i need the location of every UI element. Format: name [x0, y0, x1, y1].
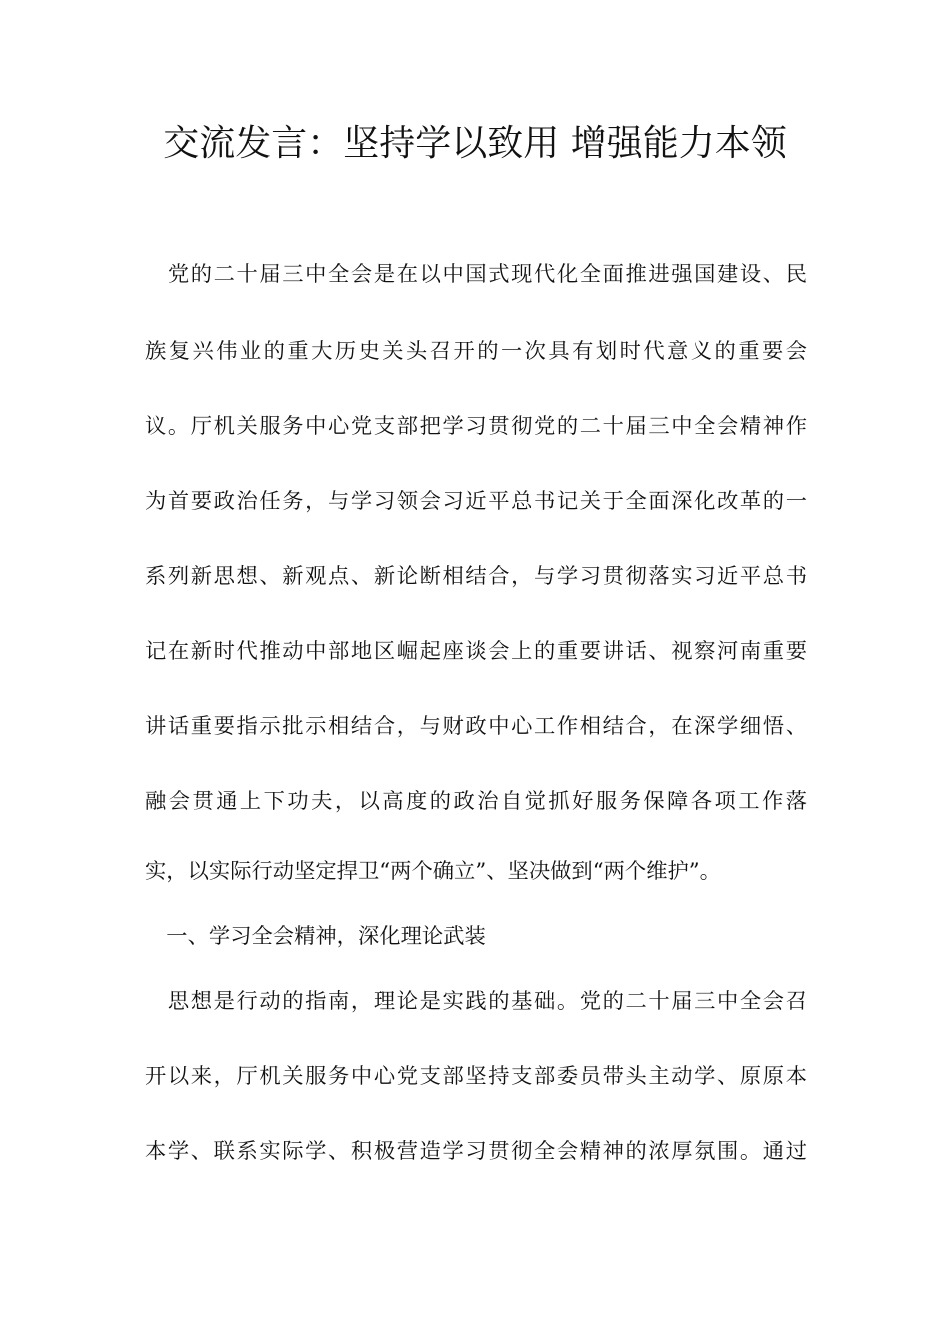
paragraph-1-line-9: 实，以实际行动坚定捍卫“两个确立”、坚决做到“两个维护”。 — [145, 859, 721, 884]
document-title: 交流发言：坚持学以致用 增强能力本领 — [163, 123, 787, 164]
paragraph-2-line-3: 本学、联系实际学、积极营造学习贯彻全会精神的浓厚氛围。通过 — [145, 1139, 807, 1164]
paragraph-1-line-4: 为首要政治任务，与学习领会习近平总书记关于全面深化改革的一 — [145, 489, 807, 514]
paragraph-1-line-6: 记在新时代推动中部地区崛起座谈会上的重要讲话、视察河南重要 — [145, 639, 807, 664]
section-heading-1: 一、学习全会精神，深化理论武装 — [145, 924, 486, 949]
paragraph-1-line-1: 党的二十届三中全会是在以中国式现代化全面推进强国建设、民 — [145, 262, 807, 287]
paragraph-1-line-7: 讲话重要指示批示相结合，与财政中心工作相结合，在深学细悟、 — [145, 714, 807, 739]
paragraph-2-line-2: 开以来，厅机关服务中心党支部坚持支部委员带头主动学、原原本 — [145, 1064, 807, 1089]
paragraph-1-line-2: 族复兴伟业的重大历史关头召开的一次具有划时代意义的重要会 — [145, 339, 807, 364]
paragraph-2-line-1: 思想是行动的指南，理论是实践的基础。党的二十届三中全会召 — [145, 989, 807, 1014]
paragraph-1-line-8: 融会贯通上下功夫，以高度的政治自觉抓好服务保障各项工作落 — [145, 789, 807, 814]
paragraph-1-line-5: 系列新思想、新观点、新论断相结合，与学习贯彻落实习近平总书 — [145, 564, 807, 589]
paragraph-1-line-3: 议。厅机关服务中心党支部把学习贯彻党的二十届三中全会精神作 — [145, 414, 807, 439]
